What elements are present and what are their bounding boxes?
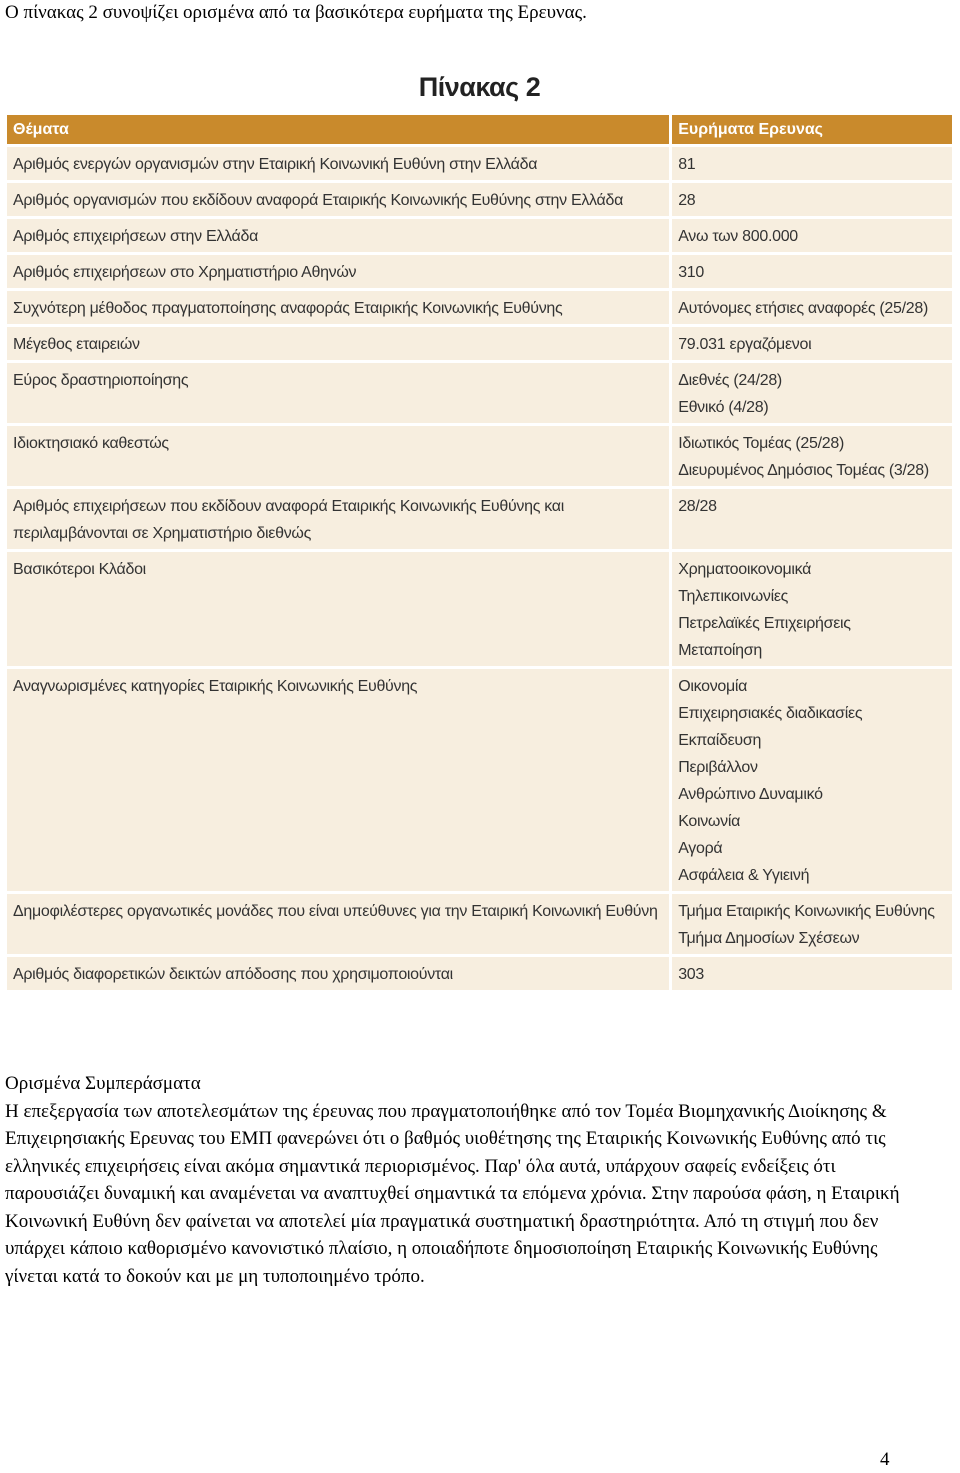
topic-cell: Δημοφιλέστερες οργανωτικές μονάδες που είναι υπεύθυνες για την Εταιρική Κοινωνική Ευθύνη <box>7 894 669 954</box>
finding-cell <box>672 489 952 549</box>
topic-cell: Αριθμός διαφορετικών δεικτών απόδοσης που χρησιμοποιούνται <box>7 957 669 990</box>
findings-table <box>4 112 955 993</box>
topic-cell: Εύρος δραστηριοποίησης <box>7 363 669 423</box>
table-row <box>7 426 952 486</box>
table-row <box>7 894 952 954</box>
topic-cell: Μέγεθος εταιρειών <box>7 327 669 360</box>
finding-line: 28 <box>678 192 696 209</box>
finding-line: Αυτόνομες ετήσιες αναφορές (25/28) <box>678 300 928 317</box>
header-topics: Θέματα <box>7 115 669 144</box>
finding-line: 28/28 <box>678 498 717 515</box>
topic-cell: Αριθμός οργανισμών που εκδίδουν αναφορά Εταιρικής Κοινωνικής Ευθύνης στην Ελλάδα <box>7 183 669 216</box>
table-figure <box>4 68 955 1011</box>
table-row <box>7 552 952 666</box>
finding-line: Αγορά <box>678 840 723 857</box>
finding-line: Εθνικό (4/28) <box>678 399 769 416</box>
finding-line: Ιδιωτικός Τομέας (25/28) <box>678 435 844 452</box>
table-title: Πίνακας 2 <box>418 72 541 102</box>
finding-line: Οικονομία <box>678 678 748 695</box>
finding-line: 310 <box>678 264 704 281</box>
topic-cell: Αναγνωρισμένες κατηγορίες Εταιρικής Κοινωνικής Ευθύνης <box>7 669 669 891</box>
table-row <box>7 327 952 360</box>
header-findings: Ευρήματα Ερευνας <box>672 115 952 144</box>
finding-line: Χρηματοοικονομικά <box>678 561 812 578</box>
finding-line: Εκπαίδευση <box>678 732 762 749</box>
finding-cell <box>672 957 952 990</box>
finding-cell <box>672 183 952 216</box>
page-number: 4 <box>880 1449 890 1470</box>
finding-cell <box>672 255 952 288</box>
finding-line: Επιχειρησιακές διαδικασίες <box>678 705 863 722</box>
finding-line: Κοινωνία <box>678 813 741 830</box>
finding-line: Διευρυμένος Δημόσιος Τομέας (3/28) <box>678 462 929 479</box>
table-body <box>7 147 952 990</box>
finding-line: Ασφάλεια & Υγιεινή <box>678 867 810 884</box>
table-header-row <box>7 115 952 144</box>
finding-line: Περιβάλλον <box>678 759 758 776</box>
table-row <box>7 183 952 216</box>
conclusions-body: Η επεξεργασία των αποτελεσμάτων της έρευνας που πραγματοποιήθηκε από τον Τομέα Βιομηχανικής Διοίκησης & Επιχειρησιακής Ερευνας του ΕΜΠ φανερώνει ότι ο βαθμός υιοθέτησης της Εταιρικής Κοινωνικής Ευθύνης από τις ελληνικές επιχειρήσεις είναι ακόμα σημαντικά περιορισμένος. Παρ' όλα αυτά, υπάρχουν σαφείς ενδείξεις ότι παρουσιάζει δυναμική και αναμένεται να αναπτυχθεί σημαντικά τα επόμενα χρόνια. Στην παρούσα φάση, η Εταιρική Κοινωνική Ευθύνη δεν φαίνεται να αποτελεί μία πραγματικά συστηματική δραστηριότητα. Από τη στιγμή που δεν υπάρχει κάποιο καθορισμένο κανονιστικό πλαίσιο, η οποιαδήποτε δημοσιοποίηση Εταιρικής Κοινωνικής Ευθύνης γίνεται κατά το δοκούν και με μη τυποποιημένο τρόπο. <box>5 1100 900 1287</box>
conclusions-heading: Ορισμένα Συμπεράσματα <box>5 1073 201 1094</box>
finding-line: Ανω των 800.000 <box>678 228 798 245</box>
finding-line: 303 <box>678 966 704 983</box>
finding-line: Τμήμα Εταιρικής Κοινωνικής Ευθύνης <box>678 903 935 920</box>
conclusions-section <box>5 1070 905 1290</box>
table-row <box>7 219 952 252</box>
finding-cell <box>672 291 952 324</box>
topic-cell: Ιδιοκτησιακό καθεστώς <box>7 426 669 486</box>
topic-cell: Αριθμός ενεργών οργανισμών στην Εταιρική Κοινωνική Ευθύνη στην Ελλάδα <box>7 147 669 180</box>
topic-cell: Αριθμός επιχειρήσεων στο Χρηματιστήριο Αθηνών <box>7 255 669 288</box>
finding-line: Τηλεπικοινωνίες <box>678 588 789 605</box>
finding-line: 79.031 εργαζόμενοι <box>678 336 812 353</box>
topic-cell: Βασικότεροι Κλάδοι <box>7 552 669 666</box>
finding-cell <box>672 327 952 360</box>
finding-line: Μεταποίηση <box>678 642 762 659</box>
finding-cell <box>672 669 952 891</box>
table-row <box>7 669 952 891</box>
finding-line: Πετρελαϊκές Επιχειρήσεις <box>678 615 851 632</box>
finding-cell <box>672 363 952 423</box>
finding-line: Ανθρώπινο Δυναμικό <box>678 786 823 803</box>
finding-cell <box>672 426 952 486</box>
intro-sentence: Ο πίνακας 2 συνοψίζει ορισμένα από τα βασικότερα ευρήματα της Ερευνας. <box>5 2 587 23</box>
finding-line: Διεθνές (24/28) <box>678 372 782 389</box>
table-row <box>7 255 952 288</box>
table-row <box>7 363 952 423</box>
table-row <box>7 957 952 990</box>
finding-cell <box>672 219 952 252</box>
topic-cell: Αριθμός επιχειρήσεων στην Ελλάδα <box>7 219 669 252</box>
finding-cell <box>672 147 952 180</box>
topic-cell: Αριθμός επιχειρήσεων που εκδίδουν αναφορά Εταιρικής Κοινωνικής Ευθύνης και περιλαμβάνονται σε Χρηματιστήριο διεθνώς <box>7 489 669 549</box>
finding-line: Τμήμα Δημοσίων Σχέσεων <box>678 930 860 947</box>
finding-cell <box>672 894 952 954</box>
finding-cell <box>672 552 952 666</box>
table-row <box>7 291 952 324</box>
table-row <box>7 147 952 180</box>
finding-line: 81 <box>678 156 696 173</box>
topic-cell: Συχνότερη μέθοδος πραγματοποίησης αναφοράς Εταιρικής Κοινωνικής Ευθύνης <box>7 291 669 324</box>
table-row <box>7 489 952 549</box>
